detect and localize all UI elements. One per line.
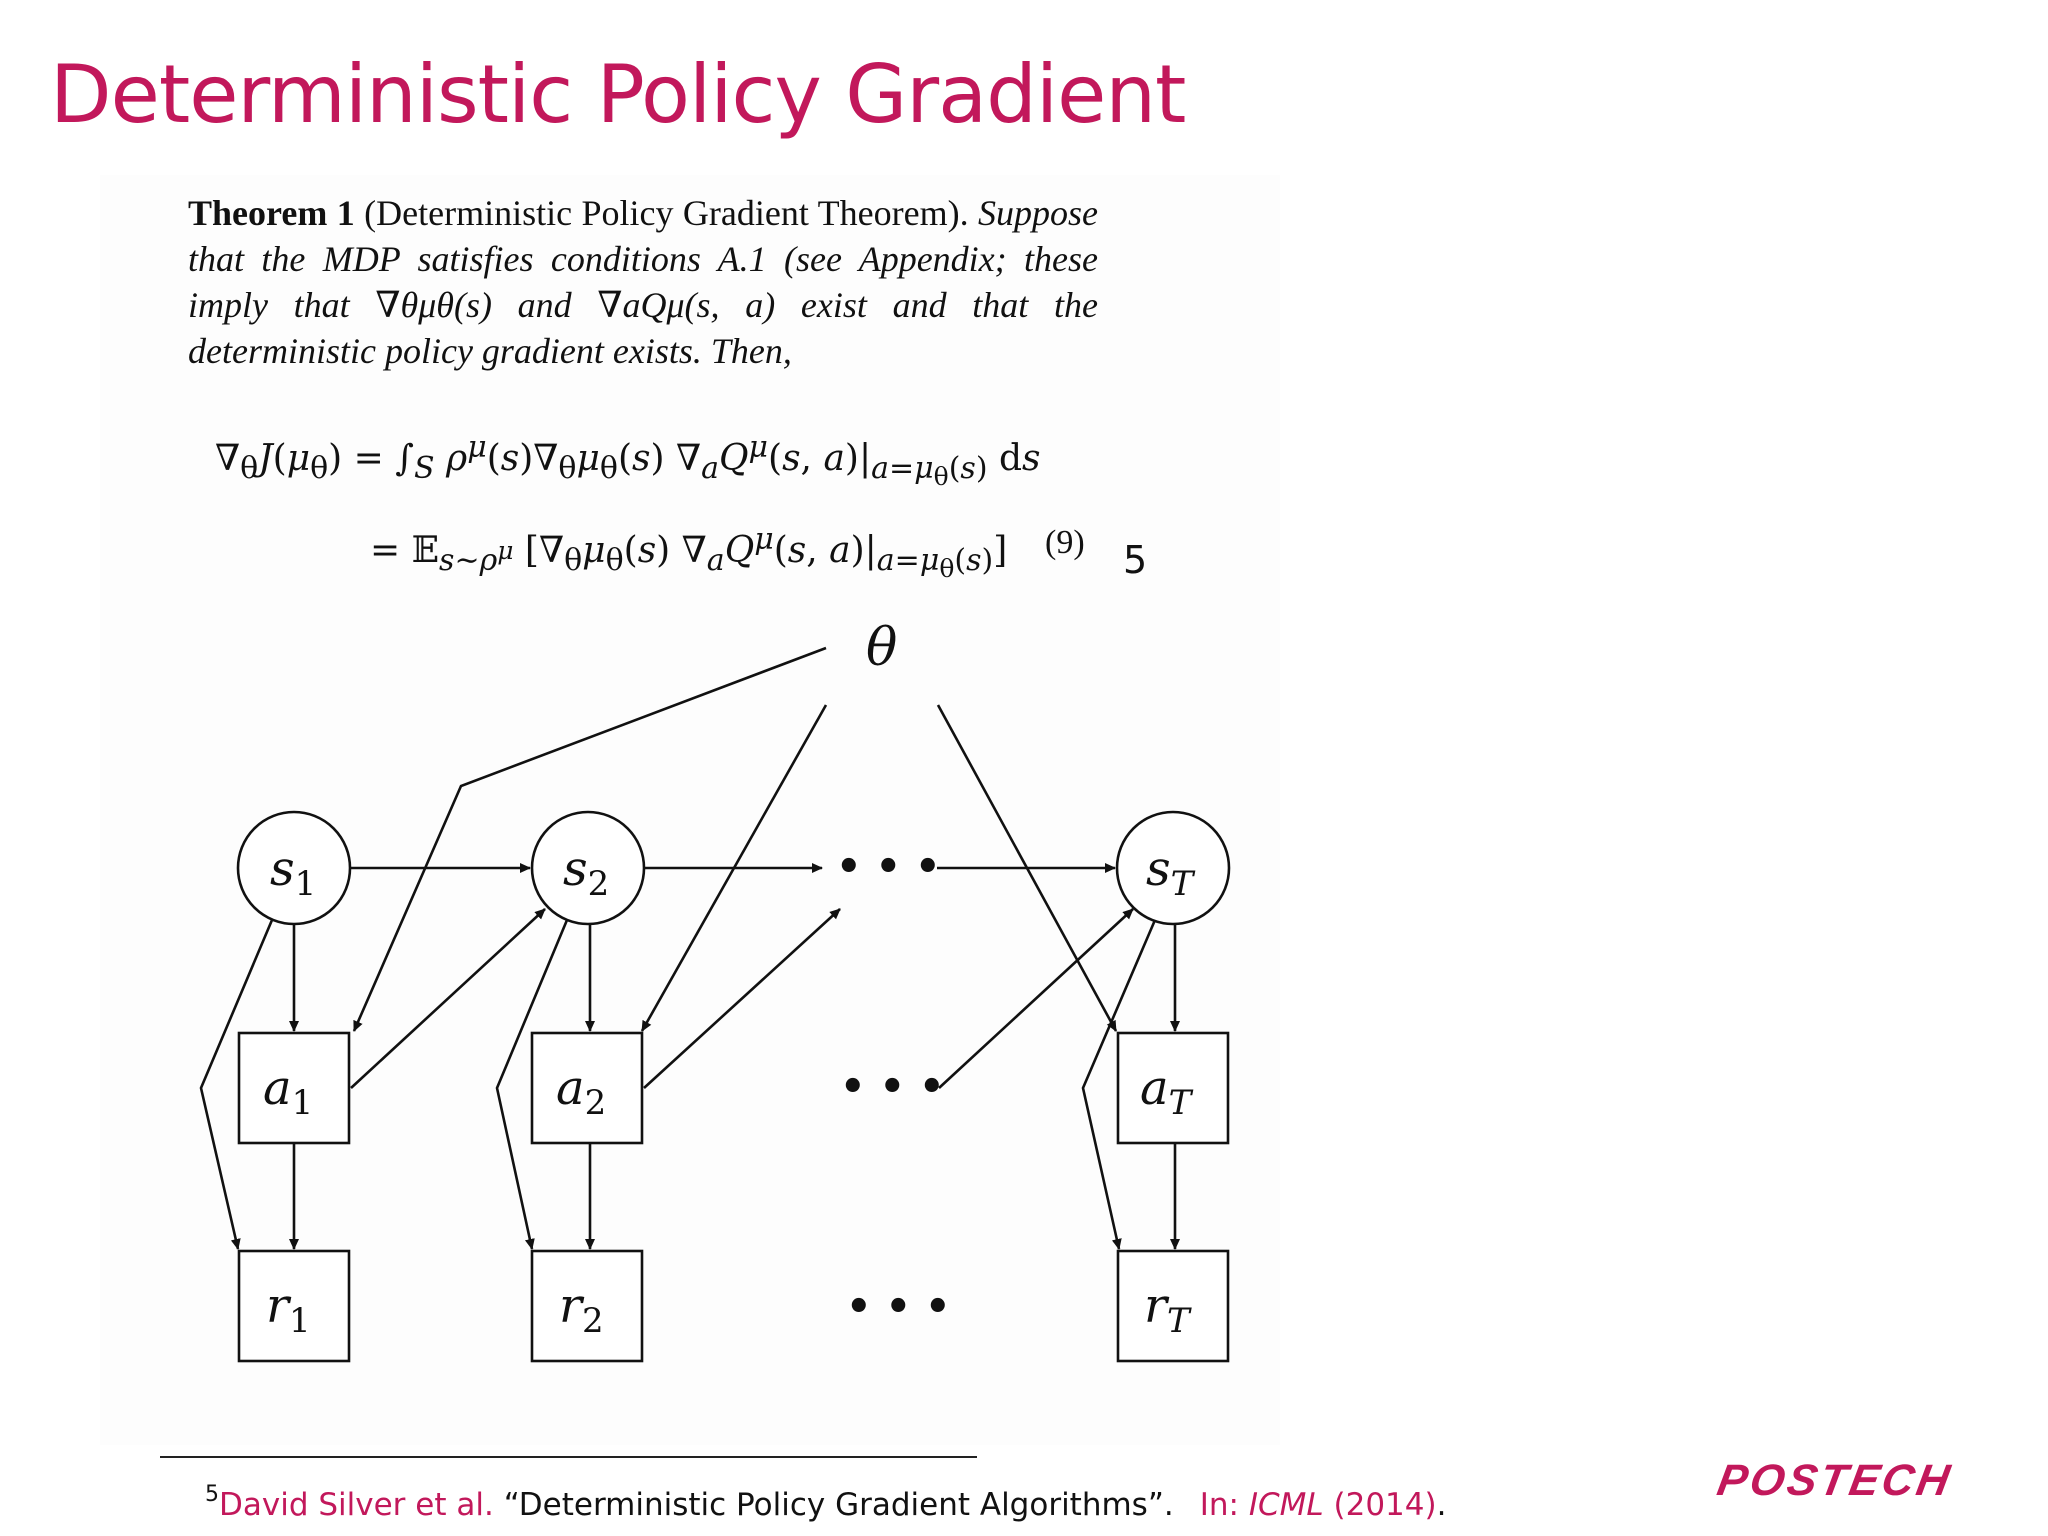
- action-label-2: $a_2$: [556, 1060, 607, 1123]
- ellipsis-states: • • •: [836, 844, 941, 890]
- equation-line-2: = 𝔼$_{s\sim\rho^\mu}$ [$\nabla_\theta\mu_\theta(s)$ $\nabla_aQ^\mu(s$, $a)|_{a=\mu_\theta(s)}$]: [370, 522, 1008, 584]
- reward-label-2: $r_2$: [559, 1278, 604, 1341]
- equation-line-1: $\nabla_\theta J(\mu_\theta) = \int_S$ $\rho^\mu(s)\nabla_\theta\mu_\theta(s)$ $\nabla_aQ^\mu(s$, $a)|_{a=\mu_\theta(s)}$ ds: [215, 430, 1041, 492]
- edge-a2-dots: [644, 909, 840, 1088]
- footnote-authors-link[interactable]: David Silver et al.: [219, 1487, 494, 1523]
- footnote-trailing: .: [1436, 1487, 1447, 1523]
- ellipsis-actions: • • •: [840, 1064, 945, 1110]
- state-label-1: $s_1$: [270, 841, 317, 904]
- slide-title: Deterministic Policy Gradient: [50, 48, 1186, 141]
- state-label-T: $s_T$: [1146, 841, 1194, 904]
- footnote-in-label: In:: [1199, 1487, 1239, 1523]
- theta-label: θ: [866, 618, 898, 678]
- theorem-body: Suppose that the MDP satisfies conditions A.1 (see Appendix; these imply that ∇θμθ(s) and ∇aQμ(s, a) exist and that the deterministic policy gradient exists. Then,: [188, 193, 1098, 371]
- edge-a1-s2: [351, 909, 545, 1088]
- footnote: [205, 1482, 1446, 1523]
- theorem-name: (Deterministic Policy Gradient Theorem).: [364, 193, 969, 233]
- equation-number: (9): [1045, 524, 1085, 561]
- edge-dots-sT-diag: [939, 909, 1133, 1088]
- theorem-label: Theorem 1: [188, 193, 355, 233]
- reward-label-1: $r_1$: [266, 1278, 311, 1341]
- footnote-venue-link[interactable]: ICML: [1248, 1487, 1324, 1523]
- footnote-paper-title: “Deterministic Policy Gradient Algorithms”.: [503, 1487, 1174, 1523]
- postech-logo: POSTECH: [1713, 1456, 1957, 1505]
- reward-label-T: $r_T$: [1144, 1278, 1190, 1341]
- action-label-T: $a_T$: [1140, 1060, 1192, 1123]
- state-label-2: $s_2$: [563, 841, 610, 904]
- footnote-mark: 5: [205, 1482, 219, 1507]
- footnote-reference-mark: 5: [1123, 538, 1148, 582]
- action-label-1: $a_1$: [263, 1060, 314, 1123]
- footnote-rule: [160, 1456, 977, 1458]
- ellipsis-rewards: • • •: [846, 1284, 951, 1330]
- footnote-year-link[interactable]: (2014): [1333, 1487, 1437, 1523]
